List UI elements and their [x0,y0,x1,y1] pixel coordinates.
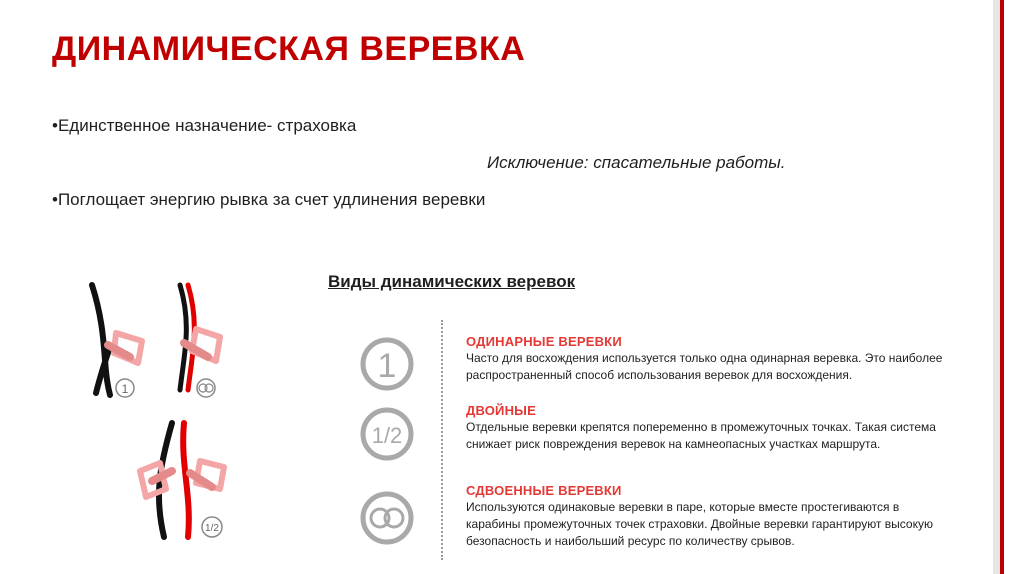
slide-title: ДИНАМИЧЕСКАЯ ВЕРЕВКА [52,30,526,68]
type-half-text: Отдельные веревки крепятся попеременно в промежуточных точках. Такая система снижает риск повреждения веревок на камнеопасных участках маршрута. [466,420,936,451]
half-rope-icon [363,410,411,458]
bullet-purpose: •Единственное назначение- страховка [52,116,357,135]
rope-illustration [80,275,250,545]
single-rope-figure [92,285,142,397]
half-label: 1/2 [205,523,219,534]
type-twin-heading: СДВОЕННЫЕ ВЕРЕВКИ [466,483,622,498]
type-half [466,402,956,453]
exception-note: Исключение: спасательные работы. [487,153,786,172]
section-subtitle: Виды динамических веревок [328,272,576,291]
dotted-divider [441,320,443,560]
type-single-heading: ОДИНАРНЫЕ ВЕРЕВКИ [466,334,622,349]
type-single [466,333,956,384]
single-rope-icon [363,340,411,388]
icon-one-label: 1 [377,347,397,385]
side-bar-gray [993,0,1000,574]
type-single-text: Часто для восхождения используется только одна одинарная веревка. Это наиболее распространенный способ использования веревок для восхождения. [466,351,943,382]
type-twin [466,482,956,550]
type-half-heading: ДВОЙНЫЕ [466,403,536,418]
single-label: 1 [121,382,129,396]
half-rope-figure [140,423,224,537]
type-icons [355,328,425,548]
twin-rope-figure [180,285,220,397]
side-bar-white [1004,0,1024,574]
type-twin-text: Используются одинаковые веревки в паре, которые вместе простегиваются в карабины промежуточных точек страховки. Двойные веревки гарантируют высокую безопасность и наибольший ресурс по количеству срывов. [466,500,933,548]
icon-half-label: 1/2 [371,423,403,448]
bullet-energy: •Поглощает энергию рывка за счет удлинения веревки [52,190,486,209]
twin-rope-icon [363,494,411,542]
